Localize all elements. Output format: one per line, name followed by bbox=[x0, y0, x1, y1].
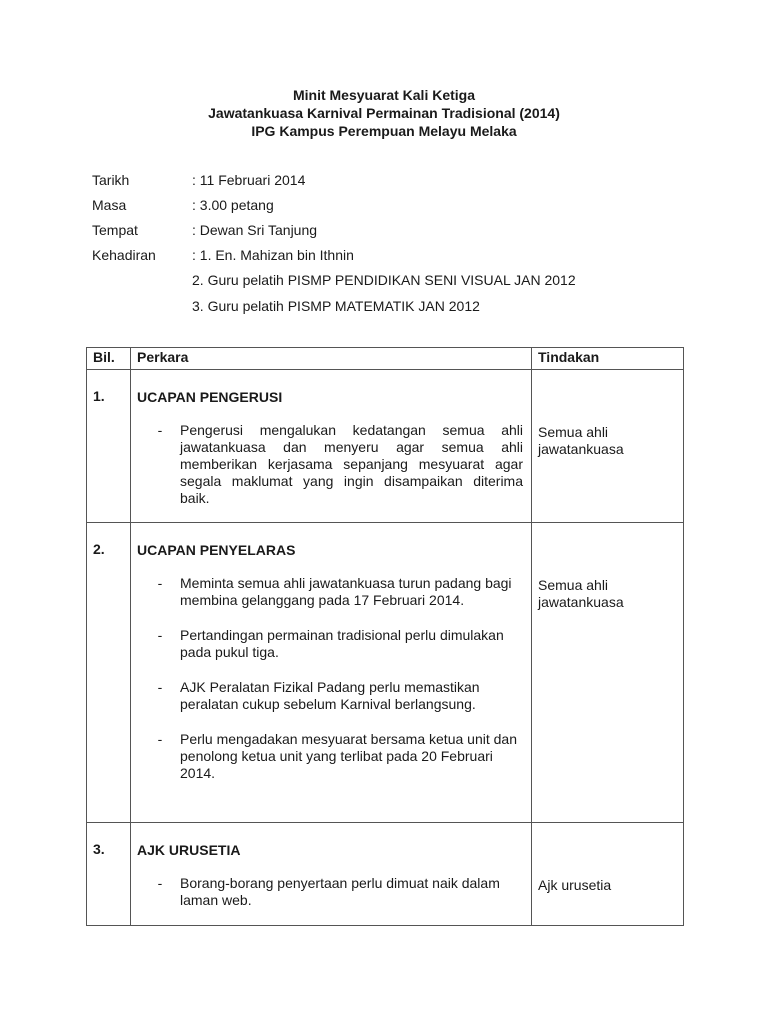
section-title: UCAPAN PENGERUSI bbox=[137, 389, 283, 405]
meta-label: Kehadiran bbox=[92, 247, 156, 263]
section-title: UCAPAN PENYELARAS bbox=[137, 542, 296, 558]
meta-value: : 11 Februari 2014 bbox=[192, 172, 306, 188]
bullet-dash: - bbox=[157, 627, 163, 643]
item-text: Pertandingan permainan tradisional perlu dimulakan pada pukul tiga. bbox=[180, 627, 504, 660]
meta-value: : Dewan Sri Tanjung bbox=[192, 222, 318, 238]
row-content bbox=[131, 370, 532, 523]
meta-value: : 1. En. Mahizan bin Ithnin bbox=[192, 247, 354, 263]
item-text: Pengerusi mengalukan kedatangan semua ahli jawatankuasa dan menyeru agar semua ahli memberikan kerjasama sepanjang mesyuarat agar segala maklumat yang ingin disampaikan diterima baik. bbox=[180, 422, 523, 506]
bullet-dash: - bbox=[157, 679, 163, 695]
document-title bbox=[0, 86, 768, 140]
table-row bbox=[87, 523, 684, 823]
meta-masa bbox=[92, 195, 576, 220]
meta-label: Tarikh bbox=[92, 172, 130, 188]
list-item bbox=[137, 679, 523, 713]
action-text: Ajk urusetia bbox=[538, 877, 612, 893]
item-text: AJK Peralatan Fizikal Padang perlu memastikan peralatan cukup sebelum Karnival berlangsung. bbox=[180, 679, 480, 712]
action-text: Semua ahli jawatankuasa bbox=[538, 577, 624, 610]
meta-tarikh bbox=[92, 170, 576, 195]
row-number: 1. bbox=[87, 370, 131, 523]
row-action bbox=[532, 523, 684, 823]
meta-kehadiran bbox=[92, 245, 576, 270]
minutes-table bbox=[86, 347, 684, 926]
table-row bbox=[87, 370, 684, 523]
list-item bbox=[137, 422, 523, 507]
title-line-3: IPG Kampus Perempuan Melayu Melaka bbox=[251, 123, 517, 139]
bullet-dash: - bbox=[157, 731, 163, 747]
meta-value: : 3.00 petang bbox=[192, 197, 274, 213]
item-text: Borang-borang penyertaan perlu dimuat naik dalam laman web. bbox=[180, 875, 500, 908]
meta-kehadiran-3: 3. Guru pelatih PISMP MATEMATIK JAN 2012 bbox=[192, 298, 480, 314]
header-perkara: Perkara bbox=[131, 348, 532, 370]
bullet-dash: - bbox=[157, 422, 163, 438]
action-text: Semua ahli jawatankuasa bbox=[538, 424, 624, 457]
row-number: 3. bbox=[87, 823, 131, 926]
list-item bbox=[137, 875, 523, 909]
row-number: 2. bbox=[87, 523, 131, 823]
row-action bbox=[532, 823, 684, 926]
header-tindakan: Tindakan bbox=[532, 348, 684, 370]
list-item bbox=[137, 575, 523, 609]
row-action bbox=[532, 370, 684, 523]
title-line-2: Jawatankuasa Karnival Permainan Tradisional (2014) bbox=[208, 105, 560, 121]
item-text: Meminta semua ahli jawatankuasa turun padang bagi membina gelanggang pada 17 Februari 2014. bbox=[180, 575, 512, 608]
table-row bbox=[87, 823, 684, 926]
meta-kehadiran-2: 2. Guru pelatih PISMP PENDIDIKAN SENI VISUAL JAN 2012 bbox=[192, 272, 576, 288]
header-bil: Bil. bbox=[87, 348, 131, 370]
meeting-details bbox=[92, 170, 576, 322]
meta-label: Tempat bbox=[92, 222, 138, 238]
section-title: AJK URUSETIA bbox=[137, 842, 241, 858]
title-line-1: Minit Mesyuarat Kali Ketiga bbox=[292, 87, 476, 103]
item-text: Perlu mengadakan mesyuarat bersama ketua unit dan penolong ketua unit yang terlibat pada 20 Februari 2014. bbox=[180, 731, 517, 781]
bullet-dash: - bbox=[157, 575, 163, 591]
row-content bbox=[131, 823, 532, 926]
list-item bbox=[137, 731, 523, 782]
bullet-dash: - bbox=[157, 875, 163, 891]
row-content bbox=[131, 523, 532, 823]
list-item bbox=[137, 627, 523, 661]
table-header-row bbox=[87, 348, 684, 370]
meta-label: Masa bbox=[92, 197, 127, 213]
meta-tempat bbox=[92, 220, 576, 245]
